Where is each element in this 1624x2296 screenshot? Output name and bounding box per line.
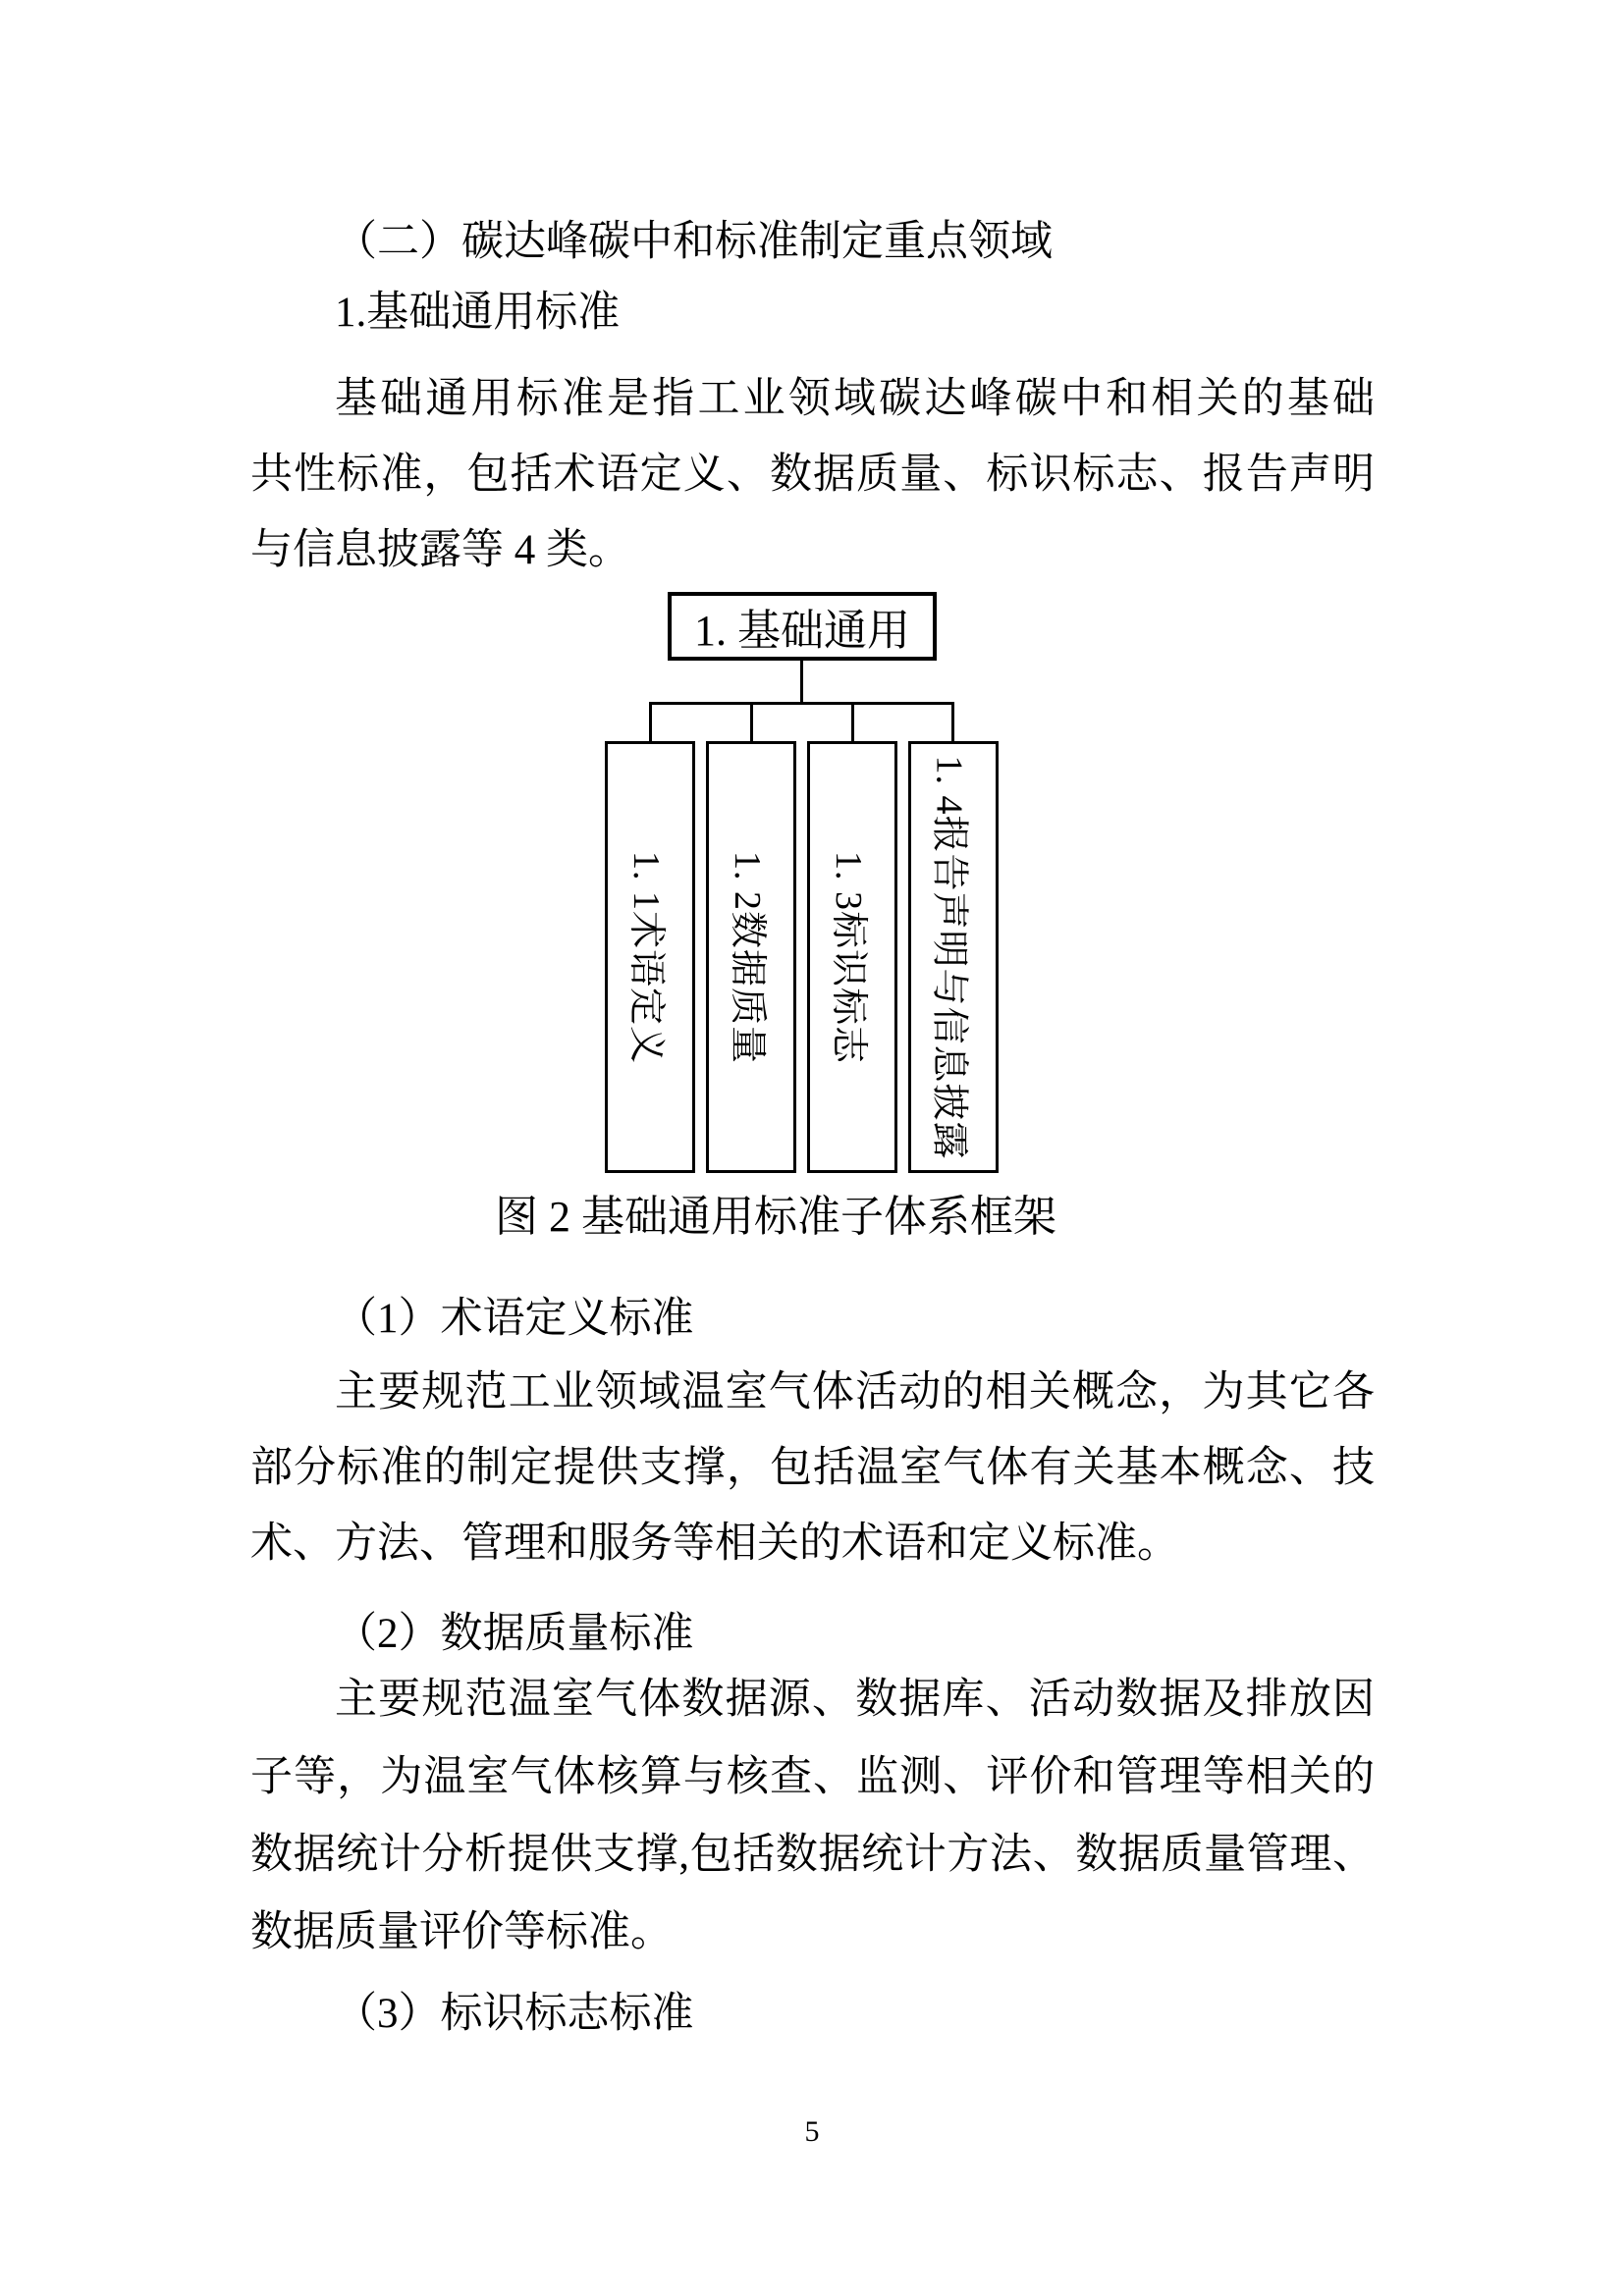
paragraph-line: 部分标准的制定提供支撑，包括温室气体有关基本概念、技	[250, 1445, 1375, 1491]
paragraph-line: 主要规范工业领域温室气体活动的相关概念，为其它各	[335, 1369, 1375, 1415]
figure-child-label-4: 1. 4报告声明与信息披露	[928, 754, 970, 1160]
paragraph-line: 数据质量评价等标准。	[250, 1909, 673, 1955]
paragraph-line: 共性标准，包括术语定义、数据质量、标识标志、报告声明	[250, 452, 1375, 498]
figure-child-box-2	[706, 741, 796, 1173]
figure-connector-drop	[951, 702, 954, 741]
figure-child-label-3: 1. 3标识标志	[827, 850, 869, 1064]
paragraph-line: 术、方法、管理和服务等相关的术语和定义标准。	[250, 1521, 1179, 1567]
page-number: 5	[804, 2115, 820, 2148]
figure-connector-vertical	[800, 661, 803, 702]
paragraph-line: 子等，为温室气体核算与核查、监测、评价和管理等相关的	[250, 1754, 1375, 1800]
figure-root-label: 1. 基础通用	[694, 607, 910, 655]
paragraph-line: 数据统计分析提供支撑,包括数据统计方法、数据质量管理、	[250, 1832, 1375, 1878]
figure-connector-drop	[750, 702, 753, 741]
figure-child-label-1: 1. 1术语定义	[624, 850, 667, 1064]
figure-child-box-4	[908, 741, 999, 1173]
figure-child-label-2: 1. 2数据质量	[726, 850, 768, 1064]
paragraph-line: 与信息披露等 4 类。	[250, 527, 630, 573]
figure-connector-drop	[649, 702, 652, 741]
figure-caption: 图 2 基础通用标准子体系框架	[495, 1193, 1056, 1241]
paragraph-line: 基础通用标准是指工业领域碳达峰碳中和相关的基础	[335, 376, 1375, 422]
figure-connector-drop	[851, 702, 854, 741]
item-heading-2: （2）数据质量标准	[335, 1611, 694, 1657]
item-heading-1: （1）术语定义标准	[335, 1296, 694, 1342]
figure-child-box-3	[807, 741, 897, 1173]
paragraph-line: 主要规范温室气体数据源、数据库、活动数据及排放因	[335, 1677, 1375, 1723]
item-heading-3: （3）标识标志标准	[335, 1991, 694, 2037]
figure-child-box-1	[605, 741, 695, 1173]
figure-root-box	[668, 592, 937, 661]
figure-connector-horizontal	[649, 702, 954, 705]
subsection-heading: 1.基础通用标准	[335, 290, 621, 336]
section-heading: （二）碳达峰碳中和标准制定重点领域	[335, 219, 1053, 265]
